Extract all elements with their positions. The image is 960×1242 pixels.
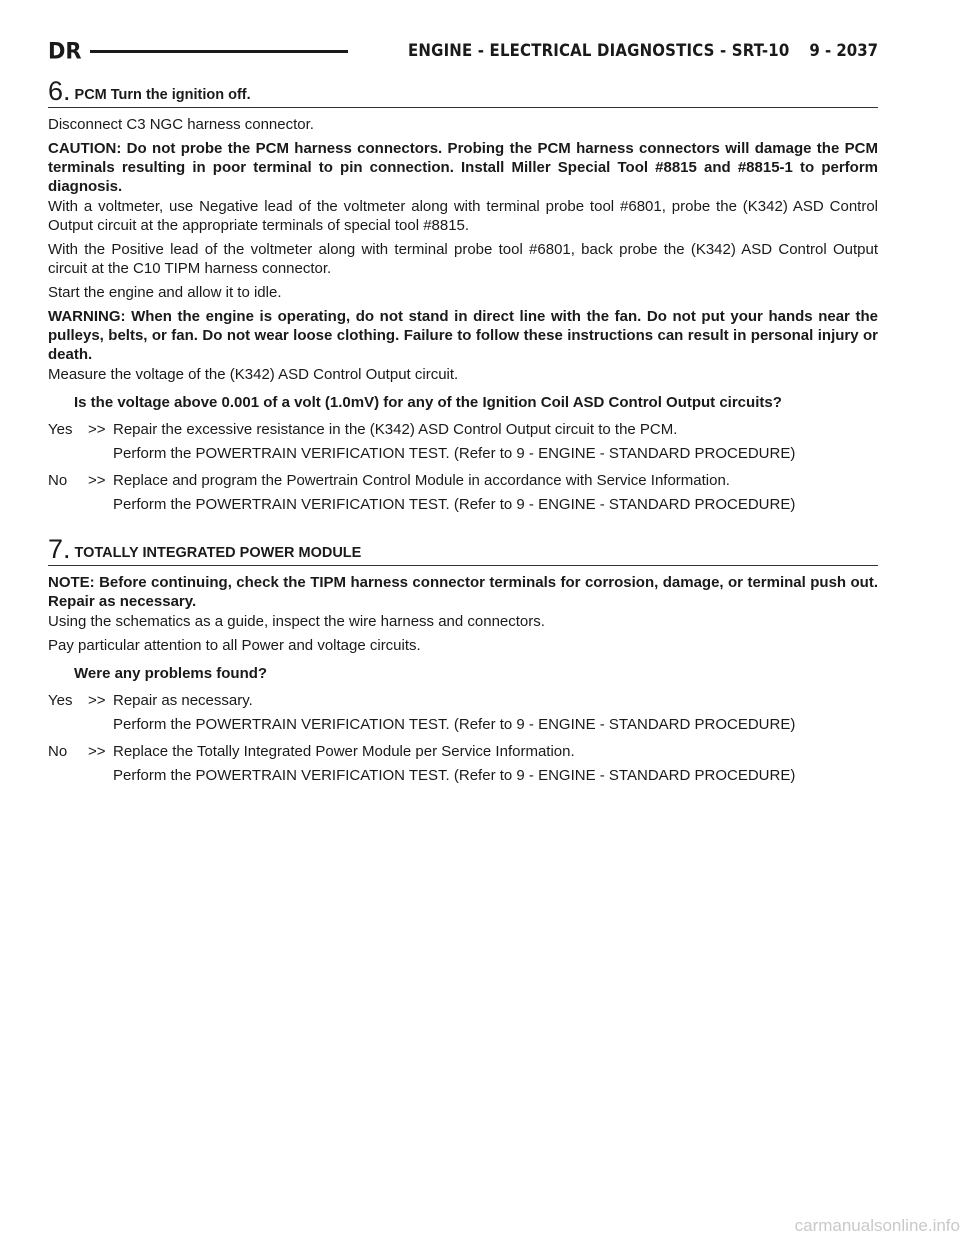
answer-yes	[48, 420, 878, 468]
step-title: PCM Turn the ignition off.	[74, 87, 251, 103]
answer-action: Replace and program the Powertrain Control Module in accordance with Service Information.	[113, 472, 730, 489]
answer-label: No	[48, 472, 68, 489]
paragraph: Pay particular attention to all Power and voltage circuits.	[48, 637, 421, 654]
answer-no	[48, 471, 878, 519]
header-rule	[90, 50, 349, 53]
answer-yes	[48, 691, 878, 739]
watermark: carmanualsonline.info	[794, 1216, 960, 1235]
answer-body	[113, 420, 878, 468]
answer-body	[113, 742, 878, 790]
step-spacer	[48, 522, 878, 536]
paragraph: Disconnect C3 NGC harness connector.	[48, 116, 314, 133]
answer-verification: Perform the POWERTRAIN VERIFICATION TEST. (Refer to 9 - ENGINE - STANDARD PROCEDURE)	[113, 445, 796, 462]
answer-verification: Perform the POWERTRAIN VERIFICATION TEST. (Refer to 9 - ENGINE - STANDARD PROCEDURE)	[113, 716, 796, 733]
warning-text: WARNING: When the engine is operating, do not stand in direct line with the fan. Do not put your hands near the pulleys, belts, or fan. Do not wear loose clothing. Failure to follow these instructions can result in personal injury or death.	[48, 308, 878, 363]
step-number: 6.	[48, 76, 71, 106]
paragraph: Start the engine and allow it to idle.	[48, 284, 282, 301]
answer-verification: Perform the POWERTRAIN VERIFICATION TEST. (Refer to 9 - ENGINE - STANDARD PROCEDURE)	[113, 496, 796, 513]
answer-body	[113, 471, 878, 519]
step-6-heading	[48, 78, 878, 108]
answer-action: Replace the Totally Integrated Power Module per Service Information.	[113, 743, 575, 760]
answer-label: Yes	[48, 692, 73, 709]
answer-action: Repair as necessary.	[113, 692, 253, 709]
paragraph: With a voltmeter, use Negative lead of the voltmeter along with terminal probe tool #6801, probe the (K342) ASD Control Output circuit at the appropriate terminals of special tool #8815.	[48, 198, 878, 234]
arrow-icon: >>	[88, 743, 106, 760]
header-page-number: 9 - 2037	[809, 41, 878, 61]
step-7-heading	[48, 536, 878, 566]
arrow-icon: >>	[88, 472, 106, 489]
header-section-title: ENGINE - ELECTRICAL DIAGNOSTICS - SRT-10	[408, 41, 790, 61]
answer-verification: Perform the POWERTRAIN VERIFICATION TEST. (Refer to 9 - ENGINE - STANDARD PROCEDURE)	[113, 767, 796, 784]
note-text: NOTE: Before continuing, check the TIPM harness connector terminals for corrosion, damage, or terminal push out. Repair as necessary.	[48, 574, 878, 610]
answer-label: Yes	[48, 421, 73, 438]
answer-no	[48, 742, 878, 790]
caution-text: CAUTION: Do not probe the PCM harness connectors. Probing the PCM harness connectors will damage the PCM terminals resulting in poor terminal to pin connection. Install Miller Special Tool #8815 and #8815-1 to perform diagnosis.	[48, 140, 878, 195]
paragraph: Using the schematics as a guide, inspect the wire harness and connectors.	[48, 613, 545, 630]
answer-body	[113, 691, 878, 739]
step-question: Were any problems found?	[74, 665, 268, 682]
header-model: DR	[48, 38, 82, 64]
answer-action: Repair the excessive resistance in the (K342) ASD Control Output circuit to the PCM.	[113, 421, 678, 438]
arrow-icon: >>	[88, 692, 106, 709]
paragraph: With the Positive lead of the voltmeter along with terminal probe tool #6801, back probe the (K342) ASD Control Output circuit at the C10 TIPM harness connector.	[48, 241, 878, 277]
step-number: 7.	[48, 534, 71, 564]
paragraph: Measure the voltage of the (K342) ASD Control Output circuit.	[48, 366, 459, 383]
answer-label: No	[48, 743, 68, 760]
page-content	[48, 78, 878, 793]
step-question: Is the voltage above 0.001 of a volt (1.0mV) for any of the Ignition Coil ASD Control Output circuits?	[74, 394, 782, 411]
page-header	[48, 38, 878, 64]
step-title: TOTALLY INTEGRATED POWER MODULE	[74, 545, 362, 561]
arrow-icon: >>	[88, 421, 106, 438]
